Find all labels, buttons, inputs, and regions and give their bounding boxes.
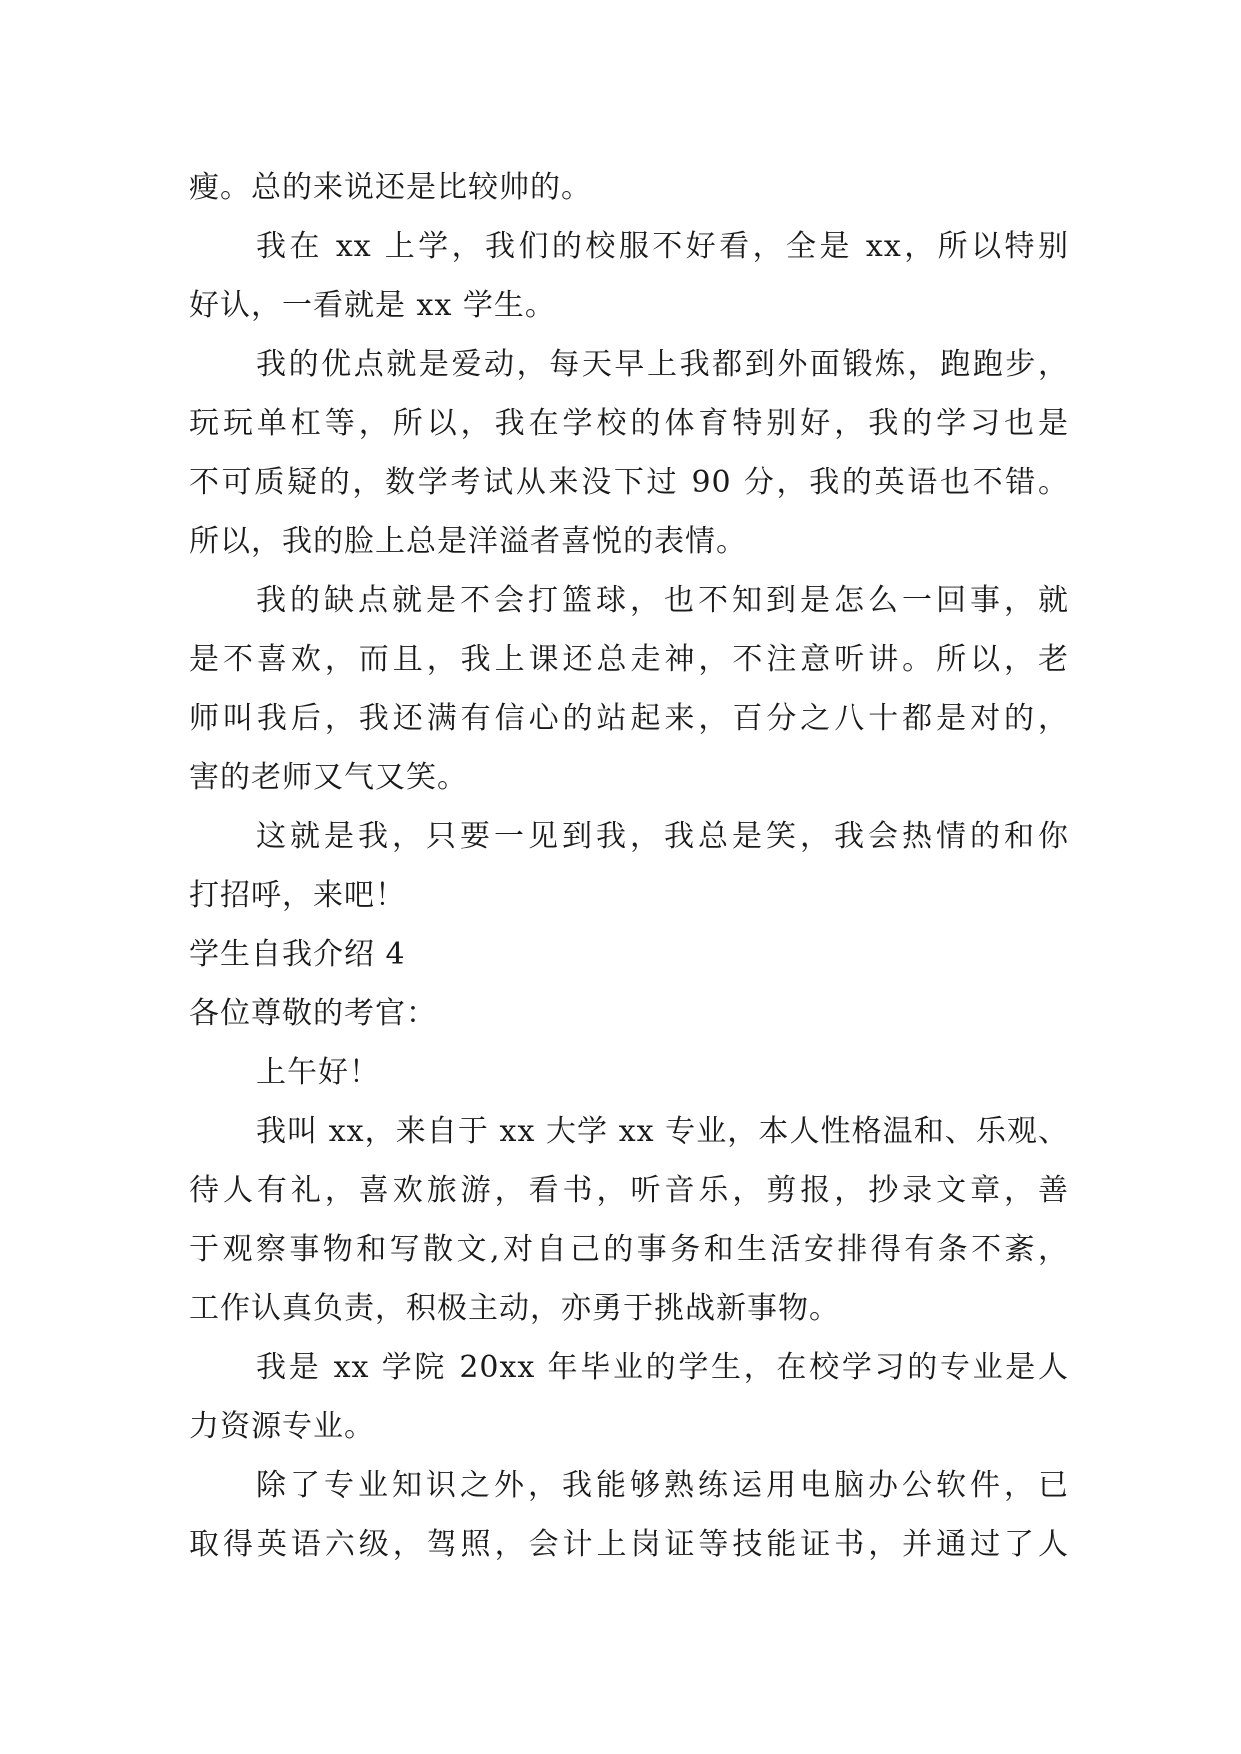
text-line-1: 瘦。总的来说还是比较帅的。 bbox=[189, 170, 592, 205]
text-line-5: 玩玩单杠等，所以，我在学校的体育特别好，我的学习也是 bbox=[189, 406, 1069, 441]
text-line-17: 我叫 xx，来自于 xx 大学 xx 专业，本人性格温和、乐观、 bbox=[256, 1114, 1069, 1149]
text-line-10: 师叫我后，我还满有信心的站起来，百分之八十都是对的， bbox=[189, 701, 1069, 736]
document-body bbox=[189, 158, 1069, 1574]
text-line-12: 这就是我，只要一见到我，我总是笑，我会热情的和你 bbox=[256, 819, 1069, 854]
salutation: 各位尊敬的考官： bbox=[189, 996, 437, 1031]
text-line-8: 我的缺点就是不会打篮球，也不知到是怎么一回事，就 bbox=[256, 583, 1069, 618]
section-heading: 学生自我介绍 4 bbox=[189, 937, 406, 972]
text-line-23: 除了专业知识之外，我能够熟练运用电脑办公软件，已 bbox=[256, 1468, 1069, 1503]
greeting: 上午好！ bbox=[256, 1055, 380, 1090]
text-line-20: 工作认真负责，积极主动，亦勇于挑战新事物。 bbox=[189, 1291, 840, 1326]
text-line-24: 取得英语六级，驾照，会计上岗证等技能证书，并通过了人 bbox=[189, 1527, 1069, 1562]
text-line-18: 待人有礼，喜欢旅游，看书，听音乐，剪报，抄录文章，善 bbox=[189, 1173, 1069, 1208]
text-line-21: 我是 xx 学院 20xx 年毕业的学生，在校学习的专业是人 bbox=[256, 1350, 1069, 1385]
text-line-6: 不可质疑的，数学考试从来没下过 90 分，我的英语也不错。 bbox=[189, 465, 1069, 500]
text-line-11: 害的老师又气又笑。 bbox=[189, 760, 468, 795]
text-line-7: 所以，我的脸上总是洋溢者喜悦的表情。 bbox=[189, 524, 747, 559]
text-line-22: 力资源专业。 bbox=[189, 1409, 375, 1444]
text-line-3: 好认，一看就是 xx 学生。 bbox=[189, 288, 556, 323]
text-line-2: 我在 xx 上学，我们的校服不好看，全是 xx，所以特别 bbox=[256, 229, 1069, 264]
text-line-13: 打招呼，来吧！ bbox=[189, 878, 406, 913]
text-line-19: 于观察事物和写散文,对自己的事务和生活安排得有条不紊， bbox=[189, 1232, 1069, 1267]
text-line-4: 我的优点就是爱动，每天早上我都到外面锻炼，跑跑步， bbox=[256, 347, 1069, 382]
text-line-9: 是不喜欢，而且，我上课还总走神，不注意听讲。所以，老 bbox=[189, 642, 1069, 677]
